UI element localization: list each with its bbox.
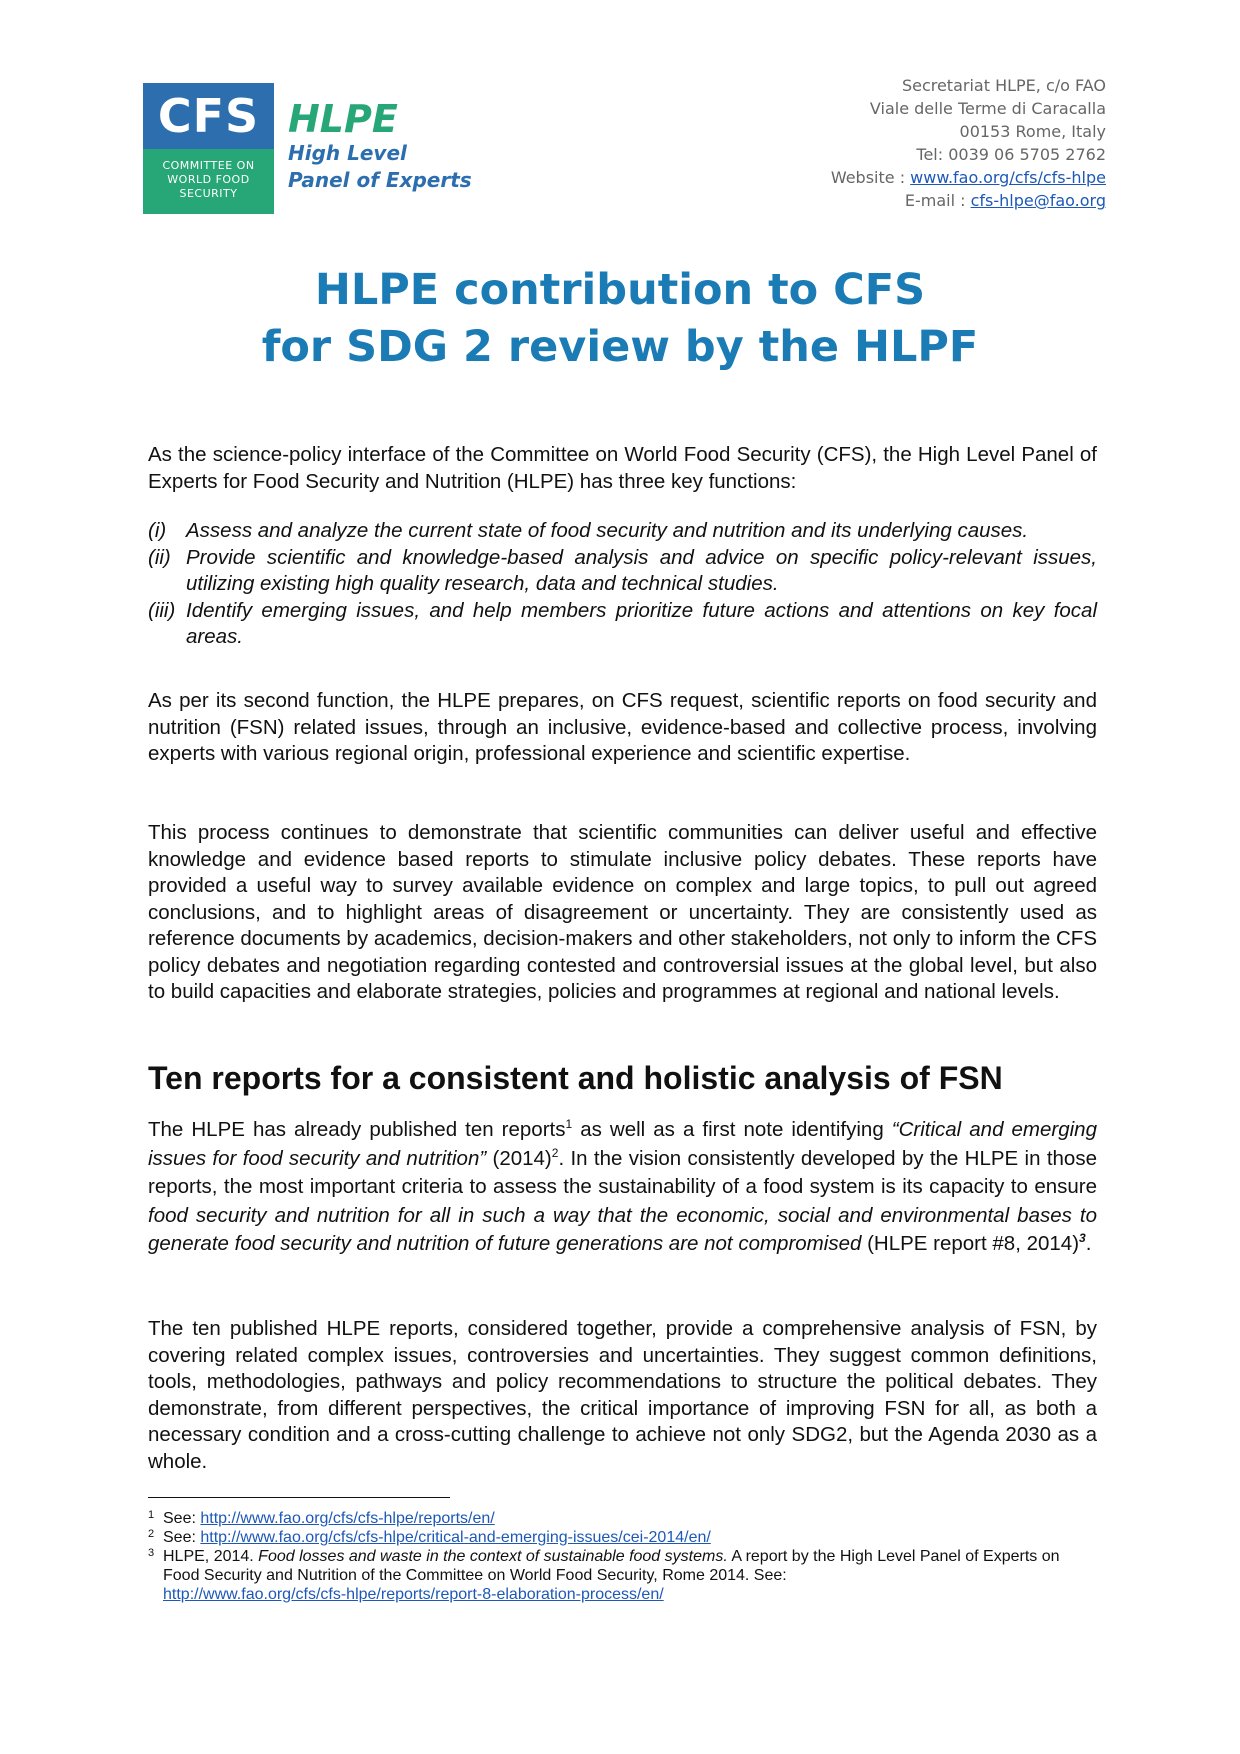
list-item-text: Identify emerging issues, and help members prioritize future actions and attentions on key focal areas. [186, 598, 1097, 648]
hlpe-logo [288, 98, 472, 194]
section-heading: Ten reports for a consistent and holistic analysis of FSN [148, 1060, 1003, 1096]
footnote-number: 2 [148, 1528, 155, 1540]
list-item [148, 598, 1097, 651]
paragraph-ten-reports [148, 1116, 1097, 1259]
contact-phone: Tel: 0039 06 5705 2762 [916, 145, 1106, 164]
footnote-ref: 2 [551, 1145, 559, 1160]
document-title-line2: for SDG 2 review by the HLPF [261, 322, 979, 372]
functions-list [148, 518, 1097, 651]
website-label: Website : [830, 168, 911, 187]
footnote-item [148, 1509, 1097, 1528]
list-item-number: (i) [148, 519, 167, 542]
text-run: (HLPE report #8, 2014) [861, 1232, 1080, 1255]
cfs-logo [143, 83, 274, 214]
cfs-logo-line3: SECURITY [179, 187, 238, 200]
text-run: . [1085, 1232, 1092, 1255]
contact-line: 00153 Rome, Italy [959, 122, 1106, 141]
footnote-prefix: See: [163, 1510, 201, 1527]
intro-paragraph: As the science-policy interface of the Committee on World Food Security (CFS), the High Level Panel of Experts for Food Security and Nutrition (HLPE) has three key functions: [148, 443, 1097, 493]
paragraph-second-function: As per its second function, the HLPE prepares, on CFS request, scientific reports on food security and nutrition (FSN) related issues, through an inclusive, evidence-based and collective process, involving experts with various regional origin, professional experience and scientific expertise. [148, 689, 1097, 765]
footnote-divider [148, 1497, 450, 1498]
footnote-ref: 1 [565, 1117, 573, 1132]
document-title-line1: HLPE contribution to CFS [314, 265, 926, 315]
list-item-text: Assess and analyze the current state of food security and nutrition and its underlying causes. [186, 519, 1029, 542]
footnote-text: A report by the High Level Panel of Experts on Food Security and Nutrition of the Committee on World Food Security, Rome 2014. See: [163, 1548, 1060, 1584]
italic-run: “Critical and emerging issues for food security and nutrition” [148, 1118, 1097, 1170]
footnotes-list [148, 1509, 1097, 1604]
footnote-italic: Food losses and waste in the context of sustainable food systems. [258, 1548, 728, 1565]
hlpe-logo-title: HLPE [288, 97, 398, 141]
italic-run: food security and nutrition for all in such a way that the economic, social and environmental bases to generate food security and nutrition of future generations are not compromised [148, 1203, 1097, 1255]
footnote-prefix: See: [163, 1529, 201, 1546]
contact-website [831, 166, 1106, 189]
contact-block [831, 74, 1106, 212]
list-item [148, 545, 1097, 598]
contact-line: Secretariat HLPE, c/o FAO [901, 76, 1106, 95]
cfs-logo-line1: COMMITTEE ON [162, 159, 255, 172]
list-item-number: (ii) [148, 545, 171, 569]
cfs-logo-abbr: CFS [143, 83, 274, 149]
footnote-item [148, 1528, 1097, 1547]
cfs-logo-text [143, 149, 274, 214]
footnote-link[interactable]: http://www.fao.org/cfs/cfs-hlpe/critical-and-emerging-issues/cei-2014/en/ [200, 1529, 711, 1546]
email-link[interactable]: cfs-hlpe@fao.org [970, 191, 1106, 210]
email-label: E-mail : [904, 191, 971, 210]
text-run: The HLPE has already published ten reports [148, 1118, 566, 1141]
footnote-number: 1 [148, 1509, 155, 1521]
text-run: (2014) [486, 1146, 552, 1170]
list-item [148, 518, 1097, 545]
hlpe-logo-sub1: High Level [288, 141, 407, 165]
contact-email [831, 189, 1106, 212]
document-title [0, 262, 1240, 376]
list-item-text: Provide scientific and knowledge-based analysis and advice on specific policy-relevant issues, utilizing existing high quality research, data and technical studies. [186, 545, 1097, 595]
list-item-number: (iii) [148, 598, 176, 622]
text-run: . In the vision consistently developed by the HLPE in those reports, the most important criteria to assess the sustainability of a food system is its capacity to ensure [148, 1146, 1097, 1198]
footnote-number: 3 [148, 1547, 155, 1559]
footnote-prefix: HLPE, 2014. [163, 1548, 259, 1565]
hlpe-logo-sub2: Panel of Experts [288, 168, 472, 192]
paragraph-process: This process continues to demonstrate that scientific communities can deliver useful and effective knowledge and evidence based reports to stimulate inclusive policy debates. These reports have provided a useful way to survey available evidence on complex and large topics, to pull out agreed conclusions, and to highlight areas of disagreement or uncertainty. They are consistently used as reference documents by academics, decision-makers and other stakeholders, not only to inform the CFS policy debates and negotiation regarding contested and controversial issues at the global level, but also to build capacities and elaborate strategies, policies and programmes at regional and national levels. [148, 821, 1097, 1003]
footnote-link[interactable]: http://www.fao.org/cfs/cfs-hlpe/reports/en/ [200, 1510, 495, 1527]
website-link[interactable]: www.fao.org/cfs/cfs-hlpe [910, 168, 1106, 187]
footnote-ref: 3 [1079, 1231, 1086, 1246]
footnote-link[interactable]: http://www.fao.org/cfs/cfs-hlpe/reports/report-8-elaboration-process/en/ [163, 1586, 664, 1603]
text-run: as well as a first note identifying [572, 1118, 892, 1141]
footnote-item [148, 1547, 1097, 1604]
paragraph-published-reports: The ten published HLPE reports, considered together, provide a comprehensive analysis of FSN, by covering related complex issues, controversies and uncertainties. They suggest common definitions, tools, methodologies, pathways and policy recommendations to structure the political debates. They demonstrate, from different perspectives, the critical importance of improving FSN for all, as both a necessary condition and a cross-cutting challenge to achieve not only SDG2, but the Agenda 2030 as a whole. [148, 1317, 1097, 1473]
contact-line: Viale delle Terme di Caracalla [869, 99, 1106, 118]
cfs-logo-line2: WORLD FOOD [167, 173, 250, 186]
